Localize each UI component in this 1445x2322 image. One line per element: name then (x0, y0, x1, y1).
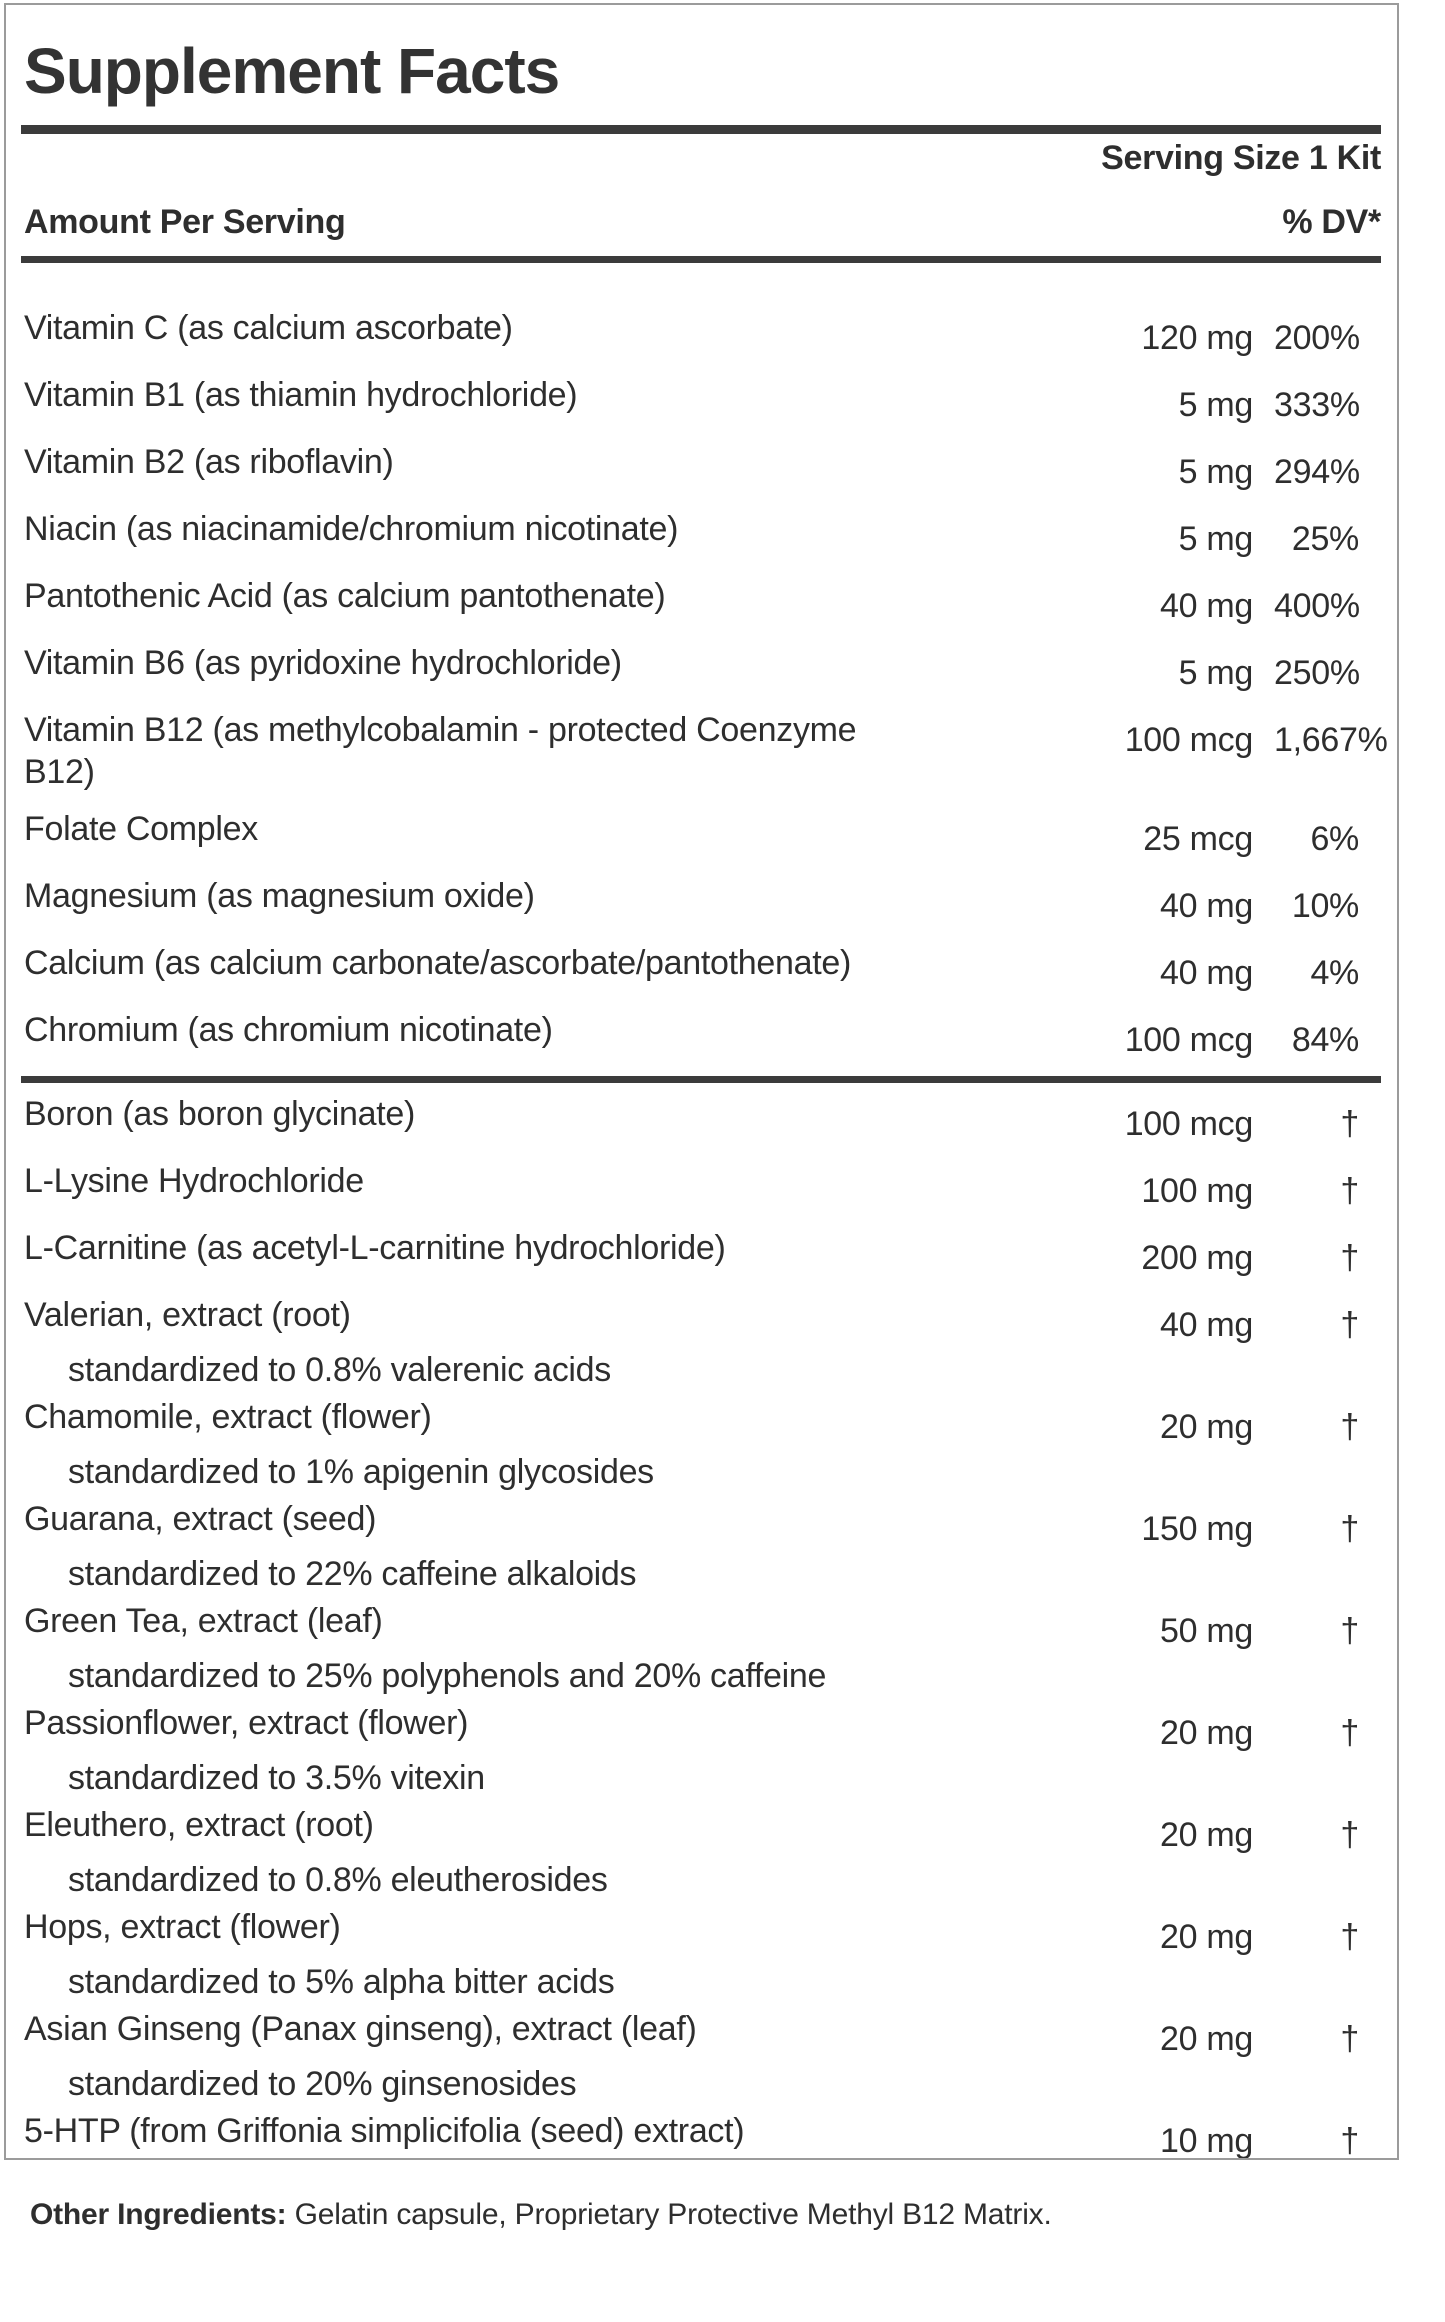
row-dv: † (1340, 1306, 1359, 1344)
row-standardization: standardized to 3.5% vitexin (68, 1759, 485, 1797)
row-amount: 100 mcg (1124, 721, 1253, 759)
title-divider-bar (21, 125, 1381, 134)
row-dv: † (1340, 1612, 1359, 1650)
row-amount: 10 mg (1160, 2122, 1253, 2160)
amount-per-serving-header: Amount Per Serving (24, 203, 346, 241)
row-dv: † (1340, 1816, 1359, 1854)
row-amount: 100 mcg (1124, 1021, 1253, 1059)
row-dv: 4% (1310, 954, 1359, 992)
other-ingredients (0, 2196, 1445, 2234)
row-dv: † (1340, 2020, 1359, 2058)
table-row (21, 1498, 1381, 1550)
row-name: Green Tea, extract (leaf) (24, 1602, 383, 1640)
row-name: 5-HTP (from Griffonia simplicifolia (seed) extract) (24, 2112, 745, 2150)
row-standardization: standardized to 25% polyphenols and 20% caffeine (68, 1657, 827, 1695)
row-standardization: standardized to 1% apigenin glycosides (68, 1453, 654, 1491)
table-row (21, 508, 1381, 560)
table-row (21, 1906, 1381, 1958)
table-row (21, 2110, 1381, 2160)
row-name: Folate Complex (24, 810, 258, 848)
table-row (21, 1396, 1381, 1448)
row-amount: 5 mg (1178, 453, 1253, 491)
row-name: Chamomile, extract (flower) (24, 1398, 432, 1436)
table-row (21, 875, 1381, 927)
header-divider-bar (21, 256, 1381, 263)
row-amount: 20 mg (1160, 1714, 1253, 1752)
table-row (21, 1702, 1381, 1754)
row-dv: † (1340, 1105, 1359, 1143)
section-divider-bar (21, 1076, 1381, 1083)
row-dv: 294% (1274, 453, 1360, 491)
row-dv: 84% (1291, 1021, 1359, 1059)
row-amount: 40 mg (1160, 1306, 1253, 1344)
row-name: Vitamin B6 (as pyridoxine hydrochloride) (24, 644, 622, 682)
row-standardization: standardized to 5% alpha bitter acids (68, 1963, 615, 2001)
row-name: L-Lysine Hydrochloride (24, 1162, 364, 1200)
rows-section-vitamins-minerals (21, 307, 1388, 1061)
table-row (21, 441, 1381, 493)
row-dv: † (1340, 1239, 1359, 1277)
row-name: Vitamin B1 (as thiamin hydrochloride) (24, 376, 578, 414)
row-dv: 400% (1274, 587, 1360, 625)
row-amount: 20 mg (1160, 2020, 1253, 2058)
row-amount: 40 mg (1160, 887, 1253, 925)
other-ingredients-text: Gelatin capsule, Proprietary Protective Methyl B12 Matrix. (286, 2198, 1052, 2231)
table-row (21, 1160, 1381, 1212)
row-name: Asian Ginseng (Panax ginseng), extract (leaf) (24, 2010, 697, 2048)
row-amount: 25 mcg (1143, 820, 1253, 858)
rows-section-botanicals (21, 1093, 1381, 2160)
row-name: Passionflower, extract (flower) (24, 1704, 469, 1742)
row-amount: 200 mg (1141, 1239, 1253, 1277)
row-dv: † (1340, 1510, 1359, 1548)
row-name: Valerian, extract (root) (24, 1296, 351, 1334)
row-standardization: standardized to 0.8% eleutherosides (68, 1861, 608, 1899)
row-name: Eleuthero, extract (root) (24, 1806, 374, 1844)
row-name: Pantothenic Acid (as calcium pantothenate) (24, 577, 666, 615)
table-row (21, 942, 1381, 994)
row-name: Niacin (as niacinamide/chromium nicotinate) (24, 510, 679, 548)
row-dv: 1,667% (1274, 721, 1388, 759)
row-name: Vitamin B2 (as riboflavin) (24, 443, 394, 481)
panel-title: Supplement Facts (24, 35, 560, 107)
table-row (21, 1804, 1381, 1856)
table-row (21, 1009, 1381, 1061)
row-amount: 5 mg (1178, 520, 1253, 558)
row-amount: 40 mg (1160, 954, 1253, 992)
percent-dv-header: % DV* (1282, 203, 1381, 241)
serving-size: Serving Size 1 Kit (1101, 139, 1381, 177)
column-header-row (21, 202, 1381, 242)
table-row (21, 374, 1381, 426)
row-name: Magnesium (as magnesium oxide) (24, 877, 535, 915)
table-row (21, 808, 1381, 860)
row-dv: † (1340, 1714, 1359, 1752)
row-dv: 6% (1310, 820, 1359, 858)
row-amount: 5 mg (1178, 386, 1253, 424)
table-row (21, 1600, 1381, 1652)
row-standardization: standardized to 0.8% valerenic acids (68, 1351, 611, 1389)
row-name: Chromium (as chromium nicotinate) (24, 1011, 553, 1049)
row-amount: 100 mcg (1124, 1105, 1253, 1143)
table-row (21, 307, 1381, 359)
row-amount: 40 mg (1160, 587, 1253, 625)
table-row (21, 642, 1381, 694)
row-amount: 150 mg (1141, 1510, 1253, 1548)
row-standardization: standardized to 22% caffeine alkaloids (68, 1555, 637, 1593)
row-dv: † (1340, 1408, 1359, 1446)
supplement-facts-panel (4, 3, 1399, 2160)
table-row (21, 2008, 1381, 2060)
row-amount: 5 mg (1178, 654, 1253, 692)
table-row (21, 1294, 1381, 1346)
row-dv: 333% (1274, 386, 1360, 424)
row-name: Calcium (as calcium carbonate/ascorbate/pantothenate) (24, 944, 851, 982)
nutrient-rows (21, 307, 1388, 2160)
row-dv: 10% (1291, 887, 1359, 925)
row-name: Vitamin C (as calcium ascorbate) (24, 309, 513, 347)
row-amount: 20 mg (1160, 1918, 1253, 1956)
row-amount: 20 mg (1160, 1816, 1253, 1854)
row-name: Hops, extract (flower) (24, 1908, 341, 1946)
row-amount: 120 mg (1141, 319, 1253, 357)
table-row (21, 575, 1381, 627)
row-amount: 20 mg (1160, 1408, 1253, 1446)
row-dv: † (1340, 1172, 1359, 1210)
row-dv: 25% (1291, 520, 1359, 558)
other-ingredients-label: Other Ingredients: (30, 2198, 287, 2231)
row-amount: 100 mg (1141, 1172, 1253, 1210)
row-name: Boron (as boron glycinate) (24, 1095, 415, 1133)
table-row (21, 1227, 1381, 1279)
row-standardization: standardized to 20% ginsenosides (68, 2065, 577, 2103)
row-dv: † (1340, 2122, 1359, 2160)
table-row (21, 1093, 1381, 1145)
row-amount: 50 mg (1160, 1612, 1253, 1650)
row-name: Vitamin B12 (as methylcobalamin - protected Coenzyme B12) (24, 711, 857, 791)
row-name: Guarana, extract (seed) (24, 1500, 377, 1538)
row-name: L-Carnitine (as acetyl-L-carnitine hydrochloride) (24, 1229, 726, 1267)
row-dv: 250% (1274, 654, 1360, 692)
table-row (21, 709, 1388, 793)
row-dv: † (1340, 1918, 1359, 1956)
row-dv: 200% (1274, 319, 1360, 357)
